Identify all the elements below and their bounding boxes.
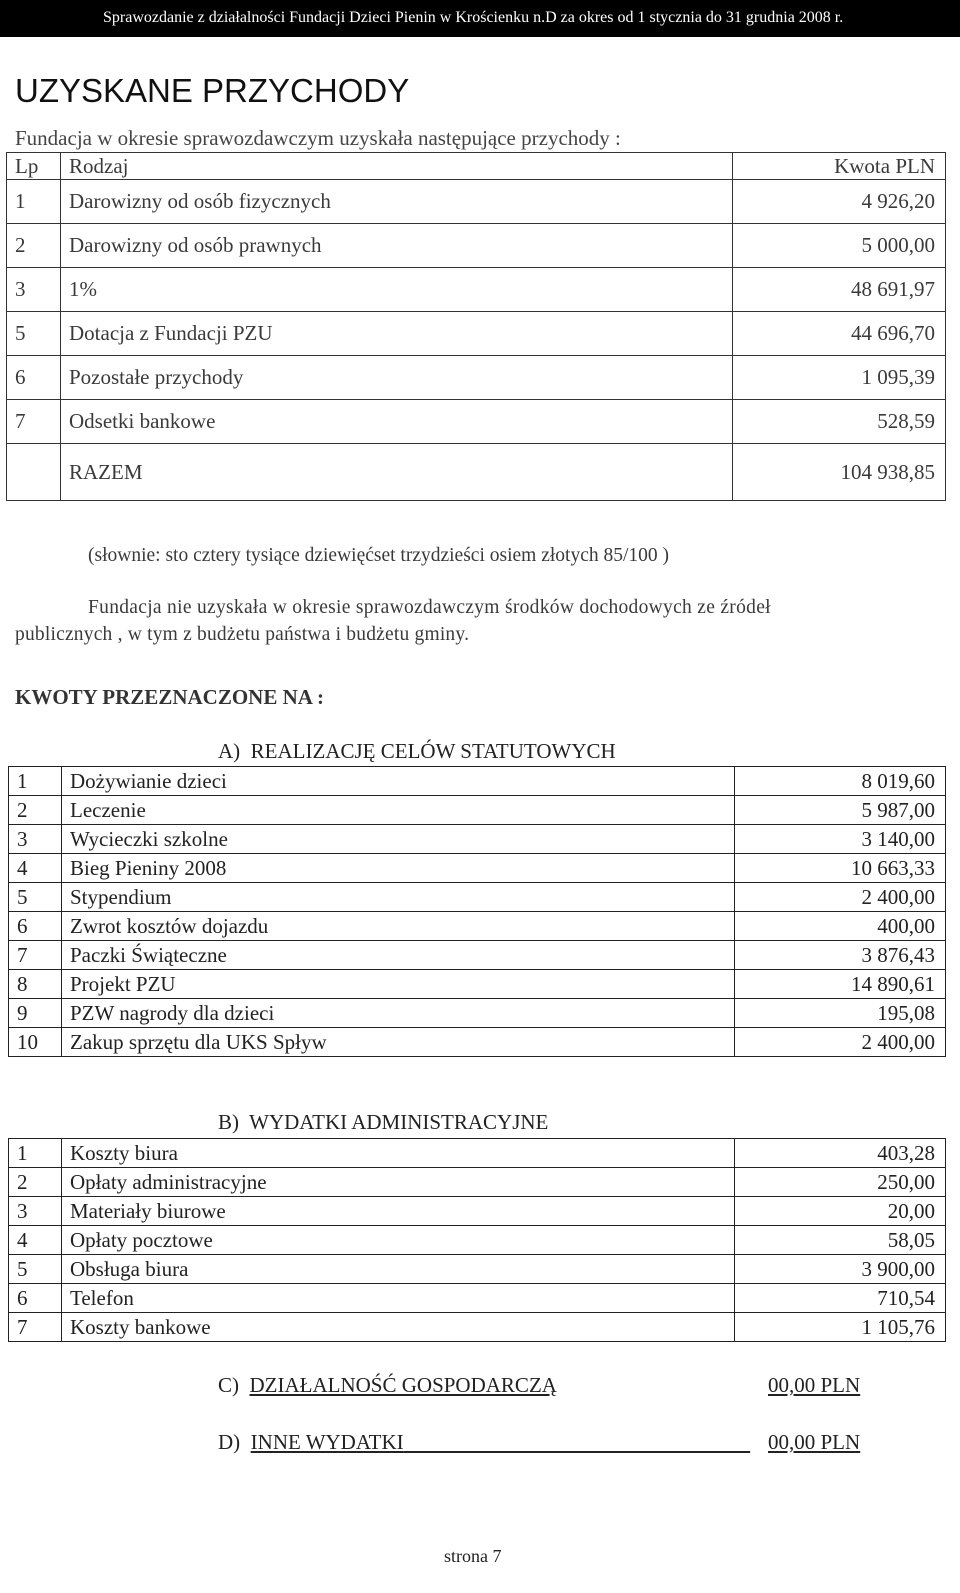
page-number: strona 7	[444, 1546, 502, 1566]
table-row	[9, 1284, 946, 1313]
table-row	[9, 1313, 946, 1342]
table-row	[9, 1197, 946, 1226]
row-amount: 5 987,00	[735, 796, 946, 825]
section-a-letter: A)	[218, 739, 241, 763]
total-label: RAZEM	[61, 444, 733, 501]
revenue-rows	[7, 180, 946, 444]
row-lp: 6	[9, 912, 62, 941]
row-amount: 5 000,00	[733, 224, 946, 268]
section-c-amount: 00,00 PLN	[768, 1373, 861, 1397]
header-amount: Kwota PLN	[733, 153, 946, 180]
row-amount: 14 890,61	[735, 970, 946, 999]
header-name: Rodzaj	[61, 153, 733, 180]
table-row	[9, 854, 946, 883]
table-row	[9, 999, 946, 1028]
table-row	[9, 1255, 946, 1284]
row-lp: 8	[9, 970, 62, 999]
row-name: Leczenie	[62, 796, 735, 825]
row-lp: 2	[9, 1168, 62, 1197]
row-lp: 5	[9, 1255, 62, 1284]
row-amount: 1 105,76	[735, 1313, 946, 1342]
row-name: Pozostałe przychody	[61, 356, 733, 400]
table-row	[7, 312, 946, 356]
allocated-heading: KWOTY PRZEZNACZONE NA :	[15, 685, 325, 709]
section-d-title: INNE WYDATKI	[250, 1430, 404, 1454]
row-name: Wycieczki szkolne	[62, 825, 735, 854]
section-d-amount: 00,00 PLN	[768, 1430, 861, 1454]
row-lp: 7	[7, 400, 61, 444]
row-name: Koszty bankowe	[62, 1313, 735, 1342]
row-amount: 3 876,43	[735, 941, 946, 970]
row-name: PZW nagrody dla dzieci	[62, 999, 735, 1028]
total-amount: 104 938,85	[733, 444, 946, 501]
header-lp: Lp	[7, 153, 61, 180]
table-row	[9, 1168, 946, 1197]
row-amount: 3 900,00	[735, 1255, 946, 1284]
revenue-table	[6, 152, 946, 501]
row-name: 1%	[61, 268, 733, 312]
row-amount: 8 019,60	[735, 767, 946, 796]
administrative-expenses-table	[8, 1138, 946, 1342]
total-lp	[7, 444, 61, 501]
table-row	[9, 941, 946, 970]
row-lp: 1	[9, 767, 62, 796]
section-d-heading	[218, 1430, 750, 1455]
row-lp: 6	[9, 1284, 62, 1313]
section-d-letter: D)	[218, 1430, 241, 1454]
section-b-title: WYDATKI ADMINISTRACYJNE	[249, 1110, 549, 1134]
row-amount: 528,59	[733, 400, 946, 444]
statutory-goals-rows	[9, 767, 946, 1057]
table-row	[7, 356, 946, 400]
row-name: Dożywianie dzieci	[62, 767, 735, 796]
row-lp: 2	[9, 796, 62, 825]
row-lp: 10	[9, 1028, 62, 1057]
section-a-heading	[218, 739, 616, 764]
row-name: Zakup sprzętu dla UKS Spływ	[62, 1028, 735, 1057]
table-row	[9, 796, 946, 825]
row-amount: 195,08	[735, 999, 946, 1028]
row-name: Bieg Pieniny 2008	[62, 854, 735, 883]
table-row	[7, 180, 946, 224]
row-name: Zwrot kosztów dojazdu	[62, 912, 735, 941]
row-amount: 4 926,20	[733, 180, 946, 224]
row-amount: 48 691,97	[733, 268, 946, 312]
row-lp: 1	[9, 1139, 62, 1168]
section-b-heading	[218, 1110, 548, 1135]
row-name: Obsługa biura	[62, 1255, 735, 1284]
row-name: Odsetki bankowe	[61, 400, 733, 444]
section-c-heading	[218, 1373, 557, 1398]
row-lp: 7	[9, 1313, 62, 1342]
document-header	[0, 0, 960, 37]
table-row	[9, 912, 946, 941]
page-title: UZYSKANE PRZYCHODY	[15, 72, 410, 109]
row-name: Opłaty pocztowe	[62, 1226, 735, 1255]
row-lp: 7	[9, 941, 62, 970]
row-amount: 44 696,70	[733, 312, 946, 356]
row-amount: 10 663,33	[735, 854, 946, 883]
row-name: Projekt PZU	[62, 970, 735, 999]
table-row	[9, 1028, 946, 1057]
table-row	[9, 767, 946, 796]
row-name: Dotacja z Fundacji PZU	[61, 312, 733, 356]
row-name: Stypendium	[62, 883, 735, 912]
row-lp: 3	[9, 1197, 62, 1226]
paragraph-line-1: Fundacja nie uzyskała w okresie sprawozdawczym środków dochodowych ze źródeł	[88, 597, 771, 618]
section-a-title: REALIZACJĘ CELÓW STATUTOWYCH	[250, 739, 616, 763]
row-lp: 5	[7, 312, 61, 356]
row-amount: 250,00	[735, 1168, 946, 1197]
row-lp: 5	[9, 883, 62, 912]
row-lp: 1	[7, 180, 61, 224]
row-amount: 58,05	[735, 1226, 946, 1255]
row-name: Darowizny od osób fizycznych	[61, 180, 733, 224]
row-amount: 2 400,00	[735, 1028, 946, 1057]
row-name: Opłaty administracyjne	[62, 1168, 735, 1197]
row-amount: 403,28	[735, 1139, 946, 1168]
row-name: Koszty biura	[62, 1139, 735, 1168]
row-amount: 1 095,39	[733, 356, 946, 400]
intro-text: Fundacja w okresie sprawozdawczym uzyskała następujące przychody :	[15, 126, 621, 150]
table-row	[9, 1139, 946, 1168]
row-name: Materiały biurowe	[62, 1197, 735, 1226]
row-name: Paczki Świąteczne	[62, 941, 735, 970]
row-name: Telefon	[62, 1284, 735, 1313]
row-amount: 20,00	[735, 1197, 946, 1226]
section-b-letter: B)	[218, 1110, 239, 1134]
paragraph-line-2: publicznych , w tym z budżetu państwa i budżetu gminy.	[15, 624, 470, 645]
table-header-row	[7, 153, 946, 180]
row-lp: 4	[9, 854, 62, 883]
row-lp: 6	[7, 356, 61, 400]
section-c-title: DZIAŁALNOŚĆ GOSPODARCZĄ	[249, 1373, 557, 1397]
row-name: Darowizny od osób prawnych	[61, 224, 733, 268]
row-amount: 2 400,00	[735, 883, 946, 912]
row-lp: 3	[9, 825, 62, 854]
table-row	[9, 970, 946, 999]
row-amount: 3 140,00	[735, 825, 946, 854]
table-row	[7, 224, 946, 268]
row-lp: 3	[7, 268, 61, 312]
table-row	[9, 1226, 946, 1255]
row-amount: 400,00	[735, 912, 946, 941]
administrative-expenses-rows	[9, 1139, 946, 1342]
table-row	[9, 825, 946, 854]
table-row	[7, 400, 946, 444]
section-c-letter: C)	[218, 1373, 239, 1397]
table-row	[7, 268, 946, 312]
table-row	[9, 883, 946, 912]
row-lp: 4	[9, 1226, 62, 1255]
statutory-goals-table	[8, 766, 946, 1057]
row-amount: 710,54	[735, 1284, 946, 1313]
row-lp: 9	[9, 999, 62, 1028]
amount-in-words: (słownie: sto cztery tysiące dziewięćset trzydzieści osiem złotych 85/100 )	[88, 545, 670, 566]
row-lp: 2	[7, 224, 61, 268]
header-text: Sprawozdanie z działalności Fundacji Dzieci Pienin w Krościenku n.D za okres od 1 stycznia do 31 grudnia 2008 r.	[103, 9, 844, 26]
total-row	[7, 444, 946, 501]
